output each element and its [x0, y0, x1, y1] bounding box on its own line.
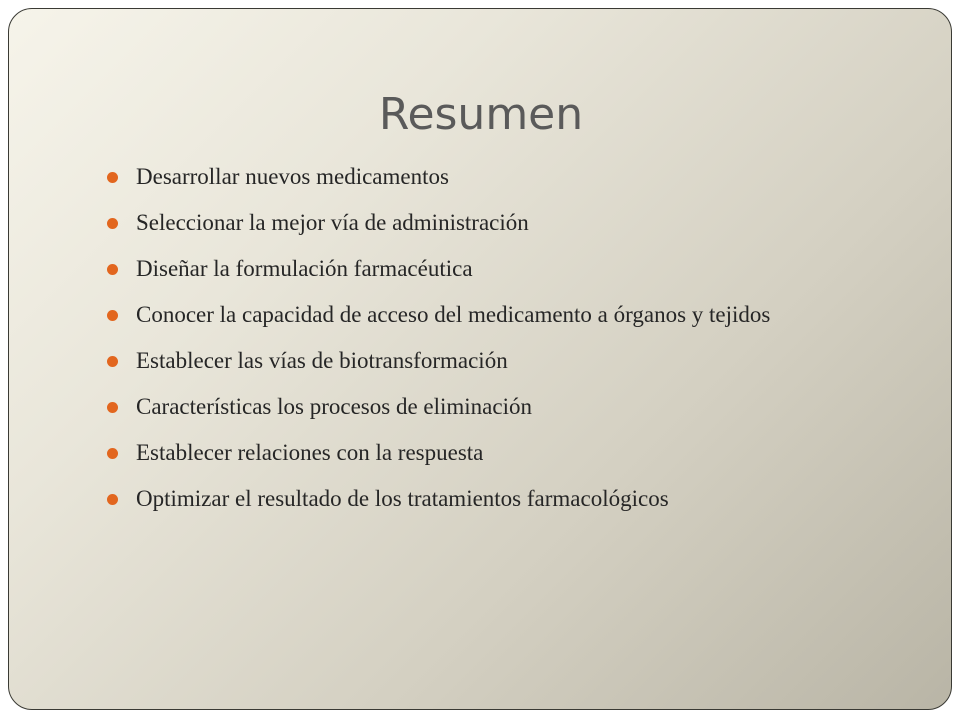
bullet-dot-icon [107, 356, 118, 367]
bullet-item [107, 161, 867, 193]
bullet-item [107, 437, 867, 469]
bullet-dot-icon [107, 402, 118, 413]
bullet-list [107, 161, 867, 529]
bullet-text: Diseñar la formulación farmacéutica [136, 256, 473, 281]
bullet-item [107, 253, 867, 285]
bullet-text: Conocer la capacidad de acceso del medicamento a órganos y tejidos [136, 302, 771, 327]
slide-title: Resumen [378, 89, 584, 140]
bullet-dot-icon [107, 264, 118, 275]
bullet-item [107, 391, 867, 423]
bullet-item [107, 345, 867, 377]
bullet-item [107, 299, 867, 331]
bullet-dot-icon [107, 448, 118, 459]
slide [8, 8, 952, 710]
bullet-text: Establecer relaciones con la respuesta [136, 440, 484, 465]
bullet-item [107, 207, 867, 239]
bullet-dot-icon [107, 218, 118, 229]
bullet-item [107, 483, 867, 515]
bullet-text: Desarrollar nuevos medicamentos [136, 164, 449, 189]
bullet-dot-icon [107, 310, 118, 321]
bullet-text: Características los procesos de eliminación [136, 394, 532, 419]
bullet-text: Optimizar el resultado de los tratamientos farmacológicos [136, 486, 669, 511]
bullet-text: Seleccionar la mejor vía de administración [136, 210, 529, 235]
bullet-dot-icon [107, 172, 118, 183]
bullet-text: Establecer las vías de biotransformación [136, 348, 508, 373]
bullet-dot-icon [107, 494, 118, 505]
